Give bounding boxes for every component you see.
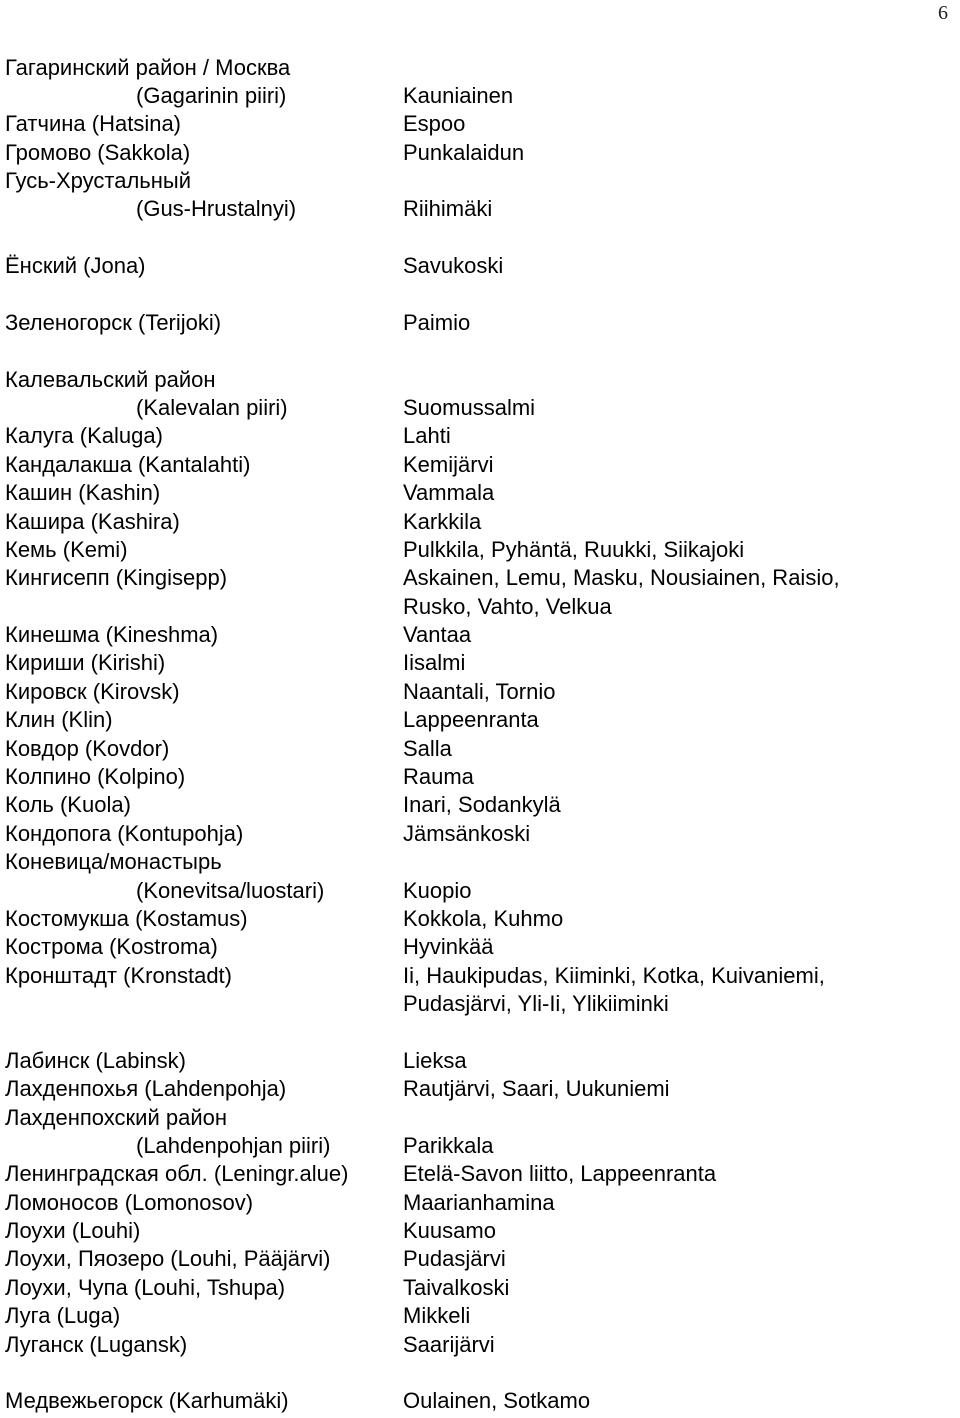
russian-place-name: (Kalevalan piiri)	[136, 395, 288, 421]
russian-place-name: Ленинградская обл. (Leningr.alue)	[5, 1161, 349, 1187]
finnish-partner-towns: Kuopio	[403, 877, 472, 903]
russian-place-name: Калевальский район	[5, 366, 216, 392]
list-row	[0, 877, 960, 905]
russian-place-name: Костомукша (Kostamus)	[5, 905, 248, 931]
finnish-partner-towns: Vantaa	[403, 622, 472, 648]
russian-place-name: Лахденпохский район	[5, 1104, 228, 1130]
list-row	[0, 706, 960, 734]
list-row	[0, 564, 960, 592]
russian-place-name: (Gagarinin piiri)	[136, 82, 287, 108]
russian-place-name: Лабинск (Labinsk)	[5, 1047, 186, 1073]
russian-place-name: Калуга (Kaluga)	[5, 423, 163, 449]
list-row	[0, 1217, 960, 1245]
list-row	[0, 1359, 960, 1387]
russian-place-name: Луганск (Lugansk)	[5, 1331, 188, 1357]
finnish-partner-towns: Parikkala	[403, 1132, 494, 1158]
page-number: 6	[938, 2, 948, 24]
russian-place-name: Гусь-Хрустальный	[5, 168, 192, 194]
list-row	[0, 1245, 960, 1273]
russian-place-name: Лоухи (Louhi)	[5, 1218, 141, 1244]
list-row	[0, 905, 960, 933]
list-row	[0, 820, 960, 848]
list-row	[0, 1075, 960, 1103]
list-row	[0, 593, 960, 621]
list-row	[0, 962, 960, 990]
finnish-partner-towns: Pudasjärvi	[403, 1246, 506, 1272]
finnish-partner-towns: Saarijärvi	[403, 1331, 495, 1357]
russian-place-name: Клин (Klin)	[5, 707, 113, 733]
finnish-partner-towns: Lieksa	[403, 1047, 467, 1073]
list-row	[0, 479, 960, 507]
list-row	[0, 848, 960, 876]
russian-place-name: Лахденпохья (Lahdenpohja)	[5, 1076, 287, 1102]
list-row	[0, 110, 960, 138]
finnish-partner-towns: Vammala	[403, 480, 495, 506]
list-row	[0, 195, 960, 223]
list-row	[0, 1018, 960, 1046]
finnish-partner-towns: Suomussalmi	[403, 395, 536, 421]
russian-place-name: Ковдор (Kovdor)	[5, 735, 170, 761]
russian-place-name: Медвежьегорск (Karhumäki)	[5, 1388, 289, 1414]
list-row	[0, 1189, 960, 1217]
russian-place-name: Кашира (Kashira)	[5, 508, 180, 534]
list-row	[0, 139, 960, 167]
russian-place-name: Колпино (Kolpino)	[5, 764, 186, 789]
list-row	[0, 791, 960, 819]
russian-place-name: Кировск (Kirovsk)	[5, 678, 180, 704]
finnish-partner-towns: Hyvinkää	[403, 934, 494, 960]
list-row	[0, 678, 960, 706]
finnish-partner-towns: Kemijärvi	[403, 451, 494, 477]
finnish-partner-towns: Kuusamo	[403, 1218, 496, 1244]
russian-place-name: Кинешма (Kineshma)	[5, 622, 219, 648]
russian-place-name: Луга (Luga)	[5, 1303, 121, 1329]
finnish-partner-towns: Mikkeli	[403, 1303, 471, 1329]
list-row	[0, 337, 960, 365]
russian-place-name: Зеленогорск (Terijoki)	[5, 309, 222, 335]
finnish-partner-towns: Etelä-Savon liitto, Lappeenranta	[403, 1161, 717, 1187]
list-row	[0, 1104, 960, 1132]
list-row	[0, 990, 960, 1018]
finnish-partner-towns: Askainen, Lemu, Masku, Nousiainen, Raisio,	[403, 565, 840, 591]
finnish-partner-towns: Jämsänkoski	[403, 820, 531, 846]
list-row	[0, 621, 960, 649]
russian-place-name: Кострома (Kostroma)	[5, 934, 218, 960]
list-row	[0, 1274, 960, 1302]
finnish-partner-towns: Lappeenranta	[403, 707, 539, 733]
list-row	[0, 933, 960, 961]
russian-place-name: (Gus-Hrustalnyi)	[136, 196, 297, 222]
russian-place-name: Кириши (Kirishi)	[5, 650, 166, 676]
finnish-partner-towns: Rusko, Vahto, Velkua	[403, 593, 612, 619]
finnish-partner-towns: Taivalkoski	[403, 1274, 510, 1300]
finnish-partner-towns: Paimio	[403, 309, 471, 335]
list-row	[0, 224, 960, 252]
russian-place-name: Гатчина (Hatsina)	[5, 111, 181, 137]
list-row	[0, 1132, 960, 1160]
list-row	[0, 366, 960, 394]
list-row	[0, 394, 960, 422]
finnish-partner-towns: Maarianhamina	[403, 1189, 555, 1215]
finnish-partner-towns: Salla	[403, 735, 452, 761]
finnish-partner-towns: Lahti	[403, 423, 451, 449]
list-row	[0, 422, 960, 450]
finnish-partner-towns: Espoo	[403, 111, 466, 137]
russian-place-name: Кондопога (Kontupohja)	[5, 820, 244, 846]
list-row	[0, 167, 960, 195]
russian-place-name: Коневица/монастырь	[5, 849, 222, 875]
list-row	[0, 1302, 960, 1330]
list-row	[0, 763, 960, 791]
finnish-partner-towns: Inari, Sodankylä	[403, 792, 561, 818]
list-row	[0, 536, 960, 564]
russian-place-name: Кемь (Kemi)	[5, 536, 128, 562]
finnish-partner-towns: Pudasjärvi, Yli-Ii, Ylikiiminki	[403, 991, 669, 1017]
list-row	[0, 54, 960, 82]
finnish-partner-towns: Punkalaidun	[403, 139, 525, 165]
list-row	[0, 252, 960, 280]
finnish-partner-towns: Pulkkila, Pyhäntä, Ruukki, Siikajoki	[403, 536, 745, 562]
finnish-partner-towns: Kauniainen	[403, 82, 514, 108]
russian-place-name: (Lahdenpohjan piiri)	[136, 1132, 331, 1158]
russian-place-name: Кингисепп (Kingisepp)	[5, 565, 228, 591]
russian-place-name: Лоухи, Пяозеро (Louhi, Pääjärvi)	[5, 1246, 331, 1272]
finnish-partner-towns: Naantali, Tornio	[403, 678, 556, 704]
list-row	[0, 1160, 960, 1188]
finnish-partner-towns: Riihimäki	[403, 196, 493, 222]
russian-place-name: Лоухи, Чупа (Louhi, Tshupa)	[5, 1274, 286, 1300]
russian-place-name: Гагаринский район / Москва	[5, 54, 291, 80]
list-row	[0, 82, 960, 110]
russian-place-name: Кандалакша (Kantalahti)	[5, 451, 251, 477]
russian-place-name: (Konevitsa/luostari)	[136, 877, 325, 903]
russian-place-name: Громово (Sakkola)	[5, 139, 191, 165]
finnish-partner-towns: Kokkola, Kuhmo	[403, 905, 564, 931]
finnish-partner-towns: Oulainen, Sotkamo	[403, 1388, 591, 1414]
finnish-partner-towns: Ii, Haukipudas, Kiiminki, Kotka, Kuivaniemi,	[403, 962, 825, 988]
finnish-partner-towns: Iisalmi	[403, 650, 466, 676]
list-row	[0, 1331, 960, 1359]
list-row	[0, 309, 960, 337]
list-row	[0, 1047, 960, 1075]
russian-place-name: Ёнский (Jona)	[5, 253, 146, 279]
finnish-partner-towns: Rauma	[403, 764, 474, 789]
list-row	[0, 649, 960, 677]
russian-place-name: Кашин (Kashin)	[5, 480, 161, 506]
russian-place-name: Коль (Kuola)	[5, 792, 131, 818]
russian-place-name: Кронштадт (Kronstadt)	[5, 962, 232, 988]
list-row	[0, 508, 960, 536]
list-row	[0, 735, 960, 763]
finnish-partner-towns: Rautjärvi, Saari, Uukuniemi	[403, 1076, 670, 1102]
finnish-partner-towns: Karkkila	[403, 508, 482, 534]
finnish-partner-towns: Savukoski	[403, 253, 504, 279]
list-row	[0, 1387, 960, 1415]
list-row	[0, 281, 960, 309]
russian-place-name: Ломоносов (Lomonosov)	[5, 1189, 254, 1215]
list-row	[0, 451, 960, 479]
